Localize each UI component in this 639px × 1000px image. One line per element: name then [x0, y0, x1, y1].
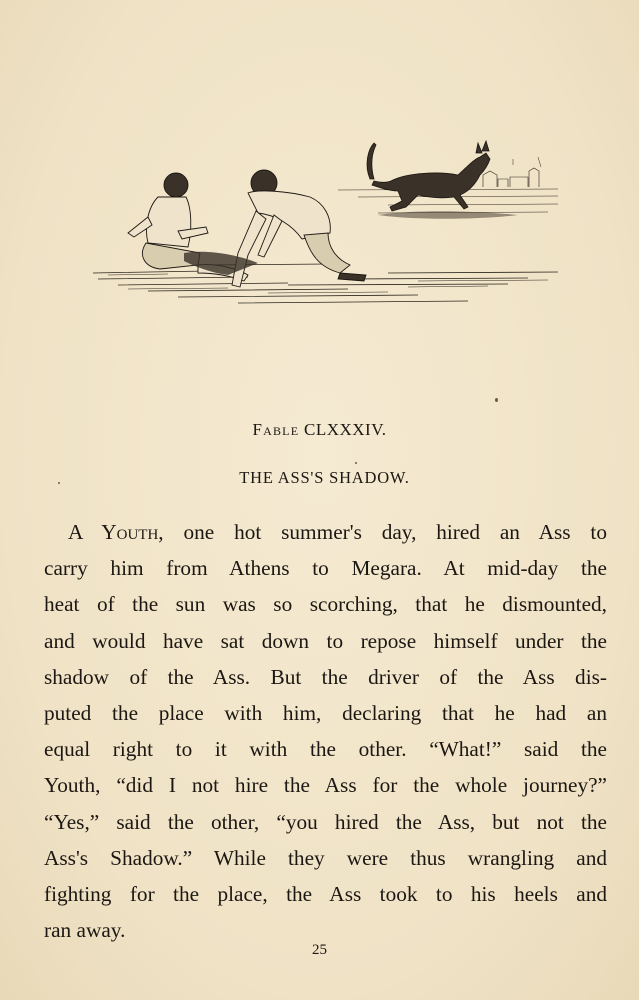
paper-speck: [58, 482, 60, 484]
body-line: carry him from Athens to Megara. At mid-day the: [44, 556, 607, 581]
body-line: heat of the sun was so scorching, that he dismounted,: [44, 592, 607, 617]
body-line-text: one hot summer's day, hired an Ass to: [163, 520, 607, 544]
fable-number-prefix: Fable: [252, 420, 300, 439]
body-line: “Yes,” said the other, “you hired the Ass, but not the: [44, 809, 607, 834]
page-number: 25: [312, 942, 327, 958]
body-line: Ass's Shadow.” While they were thus wrangling and: [44, 845, 607, 870]
opening-words: A Youth,: [68, 520, 164, 544]
body-line: shadow of the Ass. But the driver of the Ass dis-: [44, 664, 607, 689]
paper-speck: [495, 398, 498, 402]
body-line: equal right to it with the other. “What!” said the: [44, 737, 607, 762]
body-line: ran away.: [44, 918, 126, 943]
body-line: Youth, “did I not hire the Ass for the whole journey?”: [44, 773, 607, 798]
fable-number: CLXXXIV.: [303, 420, 387, 439]
body-line: [44, 514, 607, 550]
fable-body-text: [44, 514, 607, 948]
fable-number-heading: [0, 420, 639, 440]
body-line: and would have sat down to repose himself under the: [44, 628, 607, 653]
paper-speck: [355, 462, 357, 464]
fable-illustration: [88, 135, 558, 315]
fable-title: THE ASS'S SHADOW.: [239, 468, 410, 487]
body-line: fighting for the place, the Ass took to his heels and: [44, 881, 607, 906]
body-line: puted the place with him, declaring that he had an: [44, 700, 607, 725]
